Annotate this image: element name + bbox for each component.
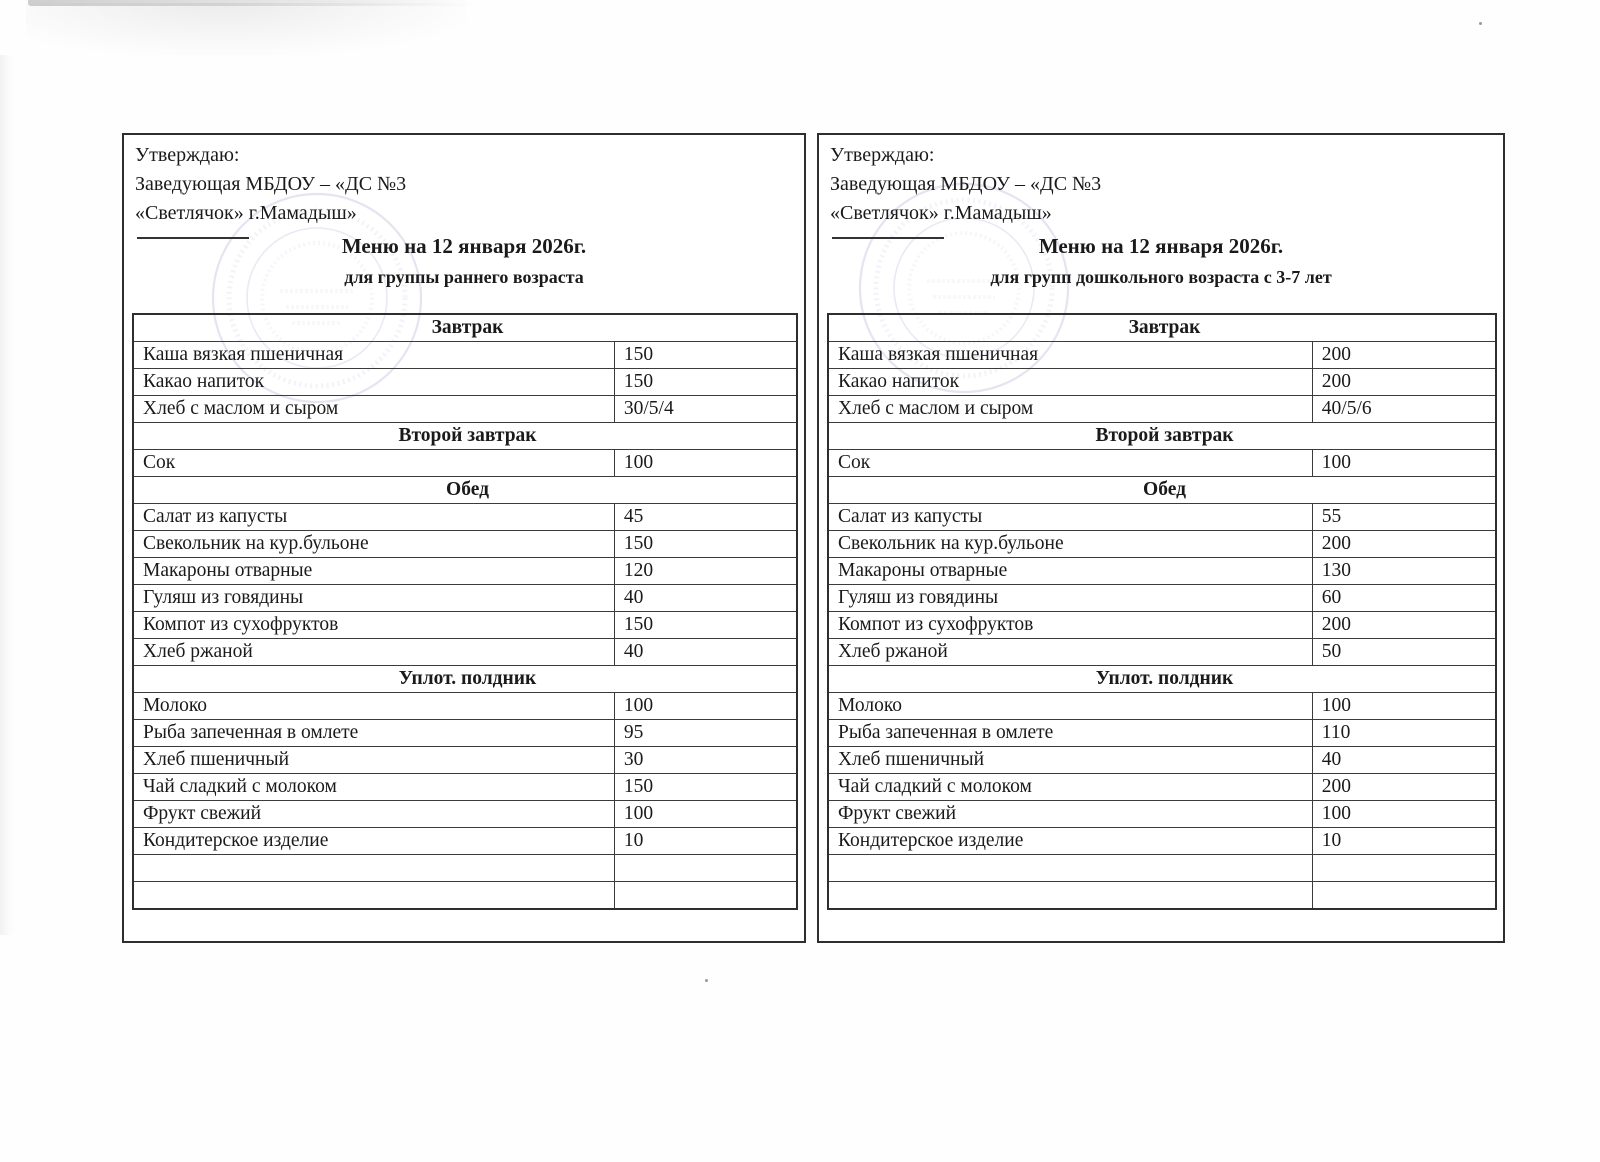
- dish-name: Сок: [828, 450, 1312, 477]
- dish-qty: 200: [1312, 611, 1496, 638]
- menu-item-row: [828, 638, 1496, 665]
- dish-name: Хлеб с маслом и сыром: [133, 396, 614, 423]
- scan-artifact-top-smudge: [26, 3, 466, 55]
- dish-name: Какао напиток: [133, 369, 614, 396]
- scan-artifact-top-strip: [28, 0, 476, 6]
- empty-cell: [614, 881, 797, 909]
- dish-qty: 150: [614, 611, 797, 638]
- menu-item-row: [133, 450, 797, 477]
- dish-name: Макароны отварные: [133, 557, 614, 584]
- menu-item-row: [828, 503, 1496, 530]
- dish-qty: 30/5/4: [614, 396, 797, 423]
- menu-section-row: [828, 477, 1496, 504]
- menu-item-row: [828, 827, 1496, 854]
- dish-qty: 30: [614, 746, 797, 773]
- menu-item-row: [133, 396, 797, 423]
- dish-name: Рыба запеченная в омлете: [828, 719, 1312, 746]
- empty-cell: [614, 854, 797, 881]
- menu-section-row: [828, 314, 1496, 342]
- menu-table: [827, 313, 1497, 910]
- menu-item-row: [133, 719, 797, 746]
- menu-section-title: Второй завтрак: [133, 423, 797, 450]
- dish-name: Фрукт свежий: [133, 800, 614, 827]
- dish-name: Компот из сухофруктов: [133, 611, 614, 638]
- menu-item-row: [828, 450, 1496, 477]
- dish-qty: 100: [1312, 450, 1496, 477]
- menu-item-row: [133, 557, 797, 584]
- dish-qty: 55: [1312, 503, 1496, 530]
- dish-qty: 100: [1312, 692, 1496, 719]
- dish-name: Чай сладкий с молоком: [828, 773, 1312, 800]
- menu-table: [132, 313, 798, 910]
- approval-line: Заведующая МБДОУ – «ДС №3: [830, 173, 1102, 195]
- dish-name: Хлеб пшеничный: [133, 746, 614, 773]
- dish-qty: 110: [1312, 719, 1496, 746]
- empty-row: [133, 881, 797, 909]
- approval-block: [830, 141, 1101, 228]
- menu-section-title: Второй завтрак: [828, 423, 1496, 450]
- dish-name: Какао напиток: [828, 369, 1312, 396]
- dish-name: Фрукт свежий: [828, 800, 1312, 827]
- dish-name: Гуляш из говядины: [133, 584, 614, 611]
- empty-cell: [133, 881, 614, 909]
- dish-qty: 40: [1312, 746, 1496, 773]
- menu-section-title: Обед: [828, 477, 1496, 504]
- scan-artifact-left-edge: [0, 55, 16, 935]
- menu-item-row: [133, 369, 797, 396]
- menu-item-row: [828, 719, 1496, 746]
- empty-cell: [828, 881, 1312, 909]
- dish-qty: 100: [614, 450, 797, 477]
- dish-qty: 40: [614, 584, 797, 611]
- dish-qty: 60: [1312, 584, 1496, 611]
- menu-item-row: [133, 800, 797, 827]
- dish-name: Каша вязкая пшеничная: [133, 342, 614, 369]
- menu-item-row: [828, 369, 1496, 396]
- dish-qty: 130: [1312, 557, 1496, 584]
- dish-name: Сок: [133, 450, 614, 477]
- dish-qty: 200: [1312, 773, 1496, 800]
- dish-name: Молоко: [133, 692, 614, 719]
- menu-item-row: [133, 611, 797, 638]
- menu-section-title: Завтрак: [133, 314, 797, 342]
- dish-name: Салат из капусты: [828, 503, 1312, 530]
- dish-name: Свекольник на кур.бульоне: [828, 530, 1312, 557]
- dish-name: Компот из сухофруктов: [828, 611, 1312, 638]
- dish-qty: 10: [614, 827, 797, 854]
- approval-line: «Светлячок» г.Мамадыш»: [135, 202, 357, 224]
- menu-section-row: [133, 665, 797, 692]
- dish-qty: 50: [1312, 638, 1496, 665]
- dish-name: Чай сладкий с молоком: [133, 773, 614, 800]
- dish-qty: 95: [614, 719, 797, 746]
- menu-section-row: [133, 423, 797, 450]
- dish-qty: 100: [614, 692, 797, 719]
- dish-qty: 150: [614, 530, 797, 557]
- empty-cell: [1312, 854, 1496, 881]
- dish-qty: 100: [1312, 800, 1496, 827]
- dish-name: Хлеб пшеничный: [828, 746, 1312, 773]
- menu-item-row: [133, 638, 797, 665]
- menu-subtitle: для группы раннего возраста: [344, 267, 584, 287]
- approval-line: «Светлячок» г.Мамадыш»: [830, 202, 1052, 224]
- empty-row: [828, 854, 1496, 881]
- scan-speck: [705, 979, 708, 982]
- menu-section-title: Уплот. полдник: [133, 665, 797, 692]
- dish-name: Кондитерское изделие: [828, 827, 1312, 854]
- menu-section-title: Уплот. полдник: [828, 665, 1496, 692]
- menu-item-row: [828, 773, 1496, 800]
- dish-name: Макароны отварные: [828, 557, 1312, 584]
- menu-section-title: Обед: [133, 477, 797, 504]
- menu-item-row: [133, 692, 797, 719]
- dish-qty: 40: [614, 638, 797, 665]
- empty-cell: [828, 854, 1312, 881]
- dish-name: Рыба запеченная в омлете: [133, 719, 614, 746]
- approval-line: Утверждаю:: [135, 144, 240, 166]
- menu-item-row: [133, 773, 797, 800]
- menu-panel-preschool: [817, 133, 1505, 943]
- menu-section-title: Завтрак: [828, 314, 1496, 342]
- dish-qty: 100: [614, 800, 797, 827]
- dish-name: Хлеб ржаной: [828, 638, 1312, 665]
- dish-qty: 200: [1312, 369, 1496, 396]
- dish-name: Хлеб ржаной: [133, 638, 614, 665]
- menu-panel-early-age: [122, 133, 806, 943]
- approval-line: Заведующая МБДОУ – «ДС №3: [135, 173, 407, 195]
- approval-block: [135, 141, 406, 228]
- dish-qty: 150: [614, 369, 797, 396]
- empty-cell: [1312, 881, 1496, 909]
- dish-name: Хлеб с маслом и сыром: [828, 396, 1312, 423]
- empty-cell: [133, 854, 614, 881]
- menu-item-row: [828, 396, 1496, 423]
- menu-item-row: [828, 692, 1496, 719]
- empty-row: [133, 854, 797, 881]
- menu-section-row: [828, 423, 1496, 450]
- menu-item-row: [828, 584, 1496, 611]
- dish-qty: 10: [1312, 827, 1496, 854]
- scan-speck: [1479, 22, 1482, 25]
- dish-qty: 40/5/6: [1312, 396, 1496, 423]
- menu-item-row: [133, 503, 797, 530]
- menu-item-row: [133, 584, 797, 611]
- dish-name: Кондитерское изделие: [133, 827, 614, 854]
- dish-name: Свекольник на кур.бульоне: [133, 530, 614, 557]
- menu-section-row: [133, 314, 797, 342]
- dish-qty: 200: [1312, 530, 1496, 557]
- menu-item-row: [828, 342, 1496, 369]
- menu-title: Меню на 12 января 2026г.: [341, 234, 587, 258]
- menu-title: Меню на 12 января 2026г.: [1038, 234, 1284, 258]
- menu-item-row: [133, 827, 797, 854]
- menu-subtitle: для групп дошкольного возраста с 3-7 лет: [990, 267, 1332, 287]
- menu-section-row: [133, 477, 797, 504]
- dish-qty: 120: [614, 557, 797, 584]
- menu-item-row: [828, 530, 1496, 557]
- dish-qty: 200: [1312, 342, 1496, 369]
- dish-qty: 150: [614, 342, 797, 369]
- menu-item-row: [828, 557, 1496, 584]
- dish-name: Гуляш из говядины: [828, 584, 1312, 611]
- dish-name: Салат из капусты: [133, 503, 614, 530]
- approval-line: Утверждаю:: [830, 144, 935, 166]
- menu-item-row: [828, 746, 1496, 773]
- dish-name: Молоко: [828, 692, 1312, 719]
- menu-section-row: [828, 665, 1496, 692]
- menu-item-row: [828, 800, 1496, 827]
- empty-row: [828, 881, 1496, 909]
- menu-item-row: [133, 530, 797, 557]
- menu-item-row: [828, 611, 1496, 638]
- dish-qty: 150: [614, 773, 797, 800]
- menu-item-row: [133, 746, 797, 773]
- dish-qty: 45: [614, 503, 797, 530]
- dish-name: Каша вязкая пшеничная: [828, 342, 1312, 369]
- menu-item-row: [133, 342, 797, 369]
